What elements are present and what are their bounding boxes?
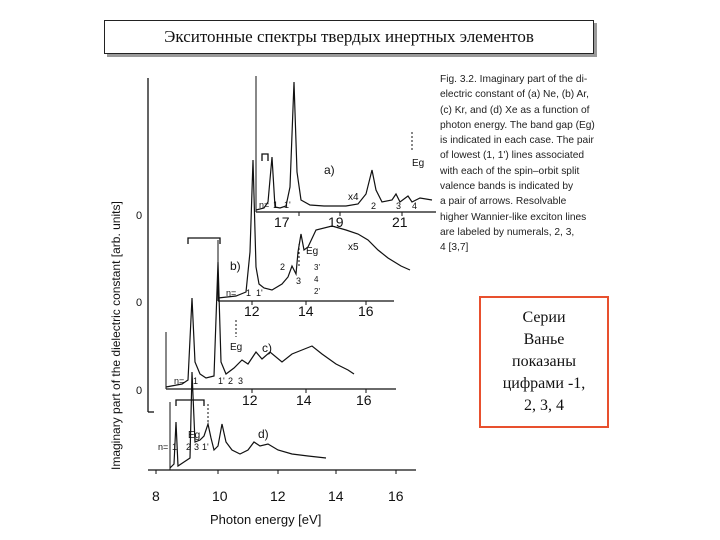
zero-label-c: 0 — [136, 385, 143, 397]
panel-b-gap-label: Eg — [306, 246, 319, 257]
caption-line: (c) Kr, and (d) Xe as a function of — [440, 104, 590, 116]
caption-line: valence bands is indicated by — [440, 181, 574, 193]
caption-line: 4 [3,7] — [440, 242, 469, 254]
panel-b — [218, 160, 410, 319]
panel-b-tick-1: 12 — [244, 303, 260, 319]
caption-line: higher Wannier-like exciton lines — [440, 211, 587, 223]
panel-d-tick-4: 14 — [328, 488, 344, 504]
panel-d-gap-label: Eg — [188, 430, 201, 441]
panel-a-scale-label: x4 — [348, 192, 359, 203]
panel-a-tick-2: 19 — [328, 214, 344, 230]
x-axis-label: Photon energy [eV] — [210, 512, 322, 527]
wannier-series-note — [479, 296, 609, 428]
panel-b-peak-1: 1 — [246, 288, 252, 298]
caption-line: electric constant of (a) Ne, (b) Ar, — [440, 89, 589, 101]
caption-line: Fig. 3.2. Imaginary part of the di- — [440, 74, 588, 85]
note-line: цифрами -1, — [502, 375, 586, 392]
panel-c-label: c) — [262, 341, 272, 355]
panel-b-label: b) — [230, 259, 241, 273]
caption-line: a pair of arrows. Resolvable — [440, 196, 567, 208]
panel-d-peak-n: n= — [158, 442, 169, 452]
panel-b-tick-2: 14 — [298, 303, 314, 319]
panel-c-tick-2: 14 — [296, 392, 312, 408]
caption-line: with each of the spin–orbit split — [440, 165, 580, 177]
exciton-spectra-figure — [96, 62, 436, 532]
y-axis-label: Imaginary part of the dielectric constant [arb. units] — [109, 201, 123, 470]
panel-b-tick-3: 16 — [358, 303, 374, 319]
panel-a-gap-label: Eg — [412, 158, 425, 169]
note-line: 2, 3, 4 — [524, 397, 564, 414]
panel-c-peak-1p: 1' — [218, 376, 225, 386]
zero-label-b: 0 — [136, 297, 143, 309]
panel-a-peak-2: 2 — [371, 201, 377, 211]
panel-b-peak-3: 3 — [296, 276, 302, 286]
panel-b-peak-3p: 3' — [314, 263, 320, 272]
note-line: показаны — [512, 353, 576, 370]
panel-d-peak-2: 2 — [186, 442, 192, 452]
panel-d-peak-3: 3 — [194, 442, 200, 452]
note-line: Серии — [522, 309, 566, 326]
panel-a-peak-1: 1 — [273, 200, 279, 210]
zero-label-a: 0 — [136, 210, 143, 222]
panel-a-peak-3: 3 — [396, 201, 402, 211]
panel-c-tick-1: 12 — [242, 392, 258, 408]
panel-a-peak-n: n= — [259, 200, 270, 210]
panel-b-peak-n: n= — [226, 288, 237, 298]
panel-a-label: a) — [324, 163, 335, 177]
panel-c-tick-3: 16 — [356, 392, 372, 408]
panel-b-peak-2p: 2' — [314, 287, 320, 296]
panel-b-peak-4: 4 — [314, 275, 319, 284]
figure-caption — [440, 72, 626, 256]
panel-b-scale-label: x5 — [348, 242, 359, 253]
panel-c-peak-3: 3 — [238, 376, 244, 386]
note-line: Ванье — [523, 331, 565, 348]
panel-c-peak-2: 2 — [228, 376, 234, 386]
panel-d-label: d) — [258, 427, 269, 441]
panel-a-peak-4: 4 — [412, 201, 418, 211]
caption-line: of lowest (1, 1') lines associated — [440, 150, 585, 162]
panel-d-peak-1p: 1' — [202, 442, 209, 452]
panel-c-peak-1: 1 — [193, 376, 199, 386]
panel-d-tick-5: 16 — [388, 488, 404, 504]
panel-a — [256, 76, 436, 230]
panel-a-tick-3: 21 — [392, 214, 408, 230]
panel-d — [148, 372, 416, 504]
panel-d-tick-2: 10 — [212, 488, 228, 504]
panel-c-peak-n: n= — [174, 376, 185, 386]
panel-a-peak-1p: 1' — [284, 200, 291, 210]
panel-d-tick-3: 12 — [270, 488, 286, 504]
panel-d-peak-1: 1 — [172, 442, 178, 452]
caption-line: are labeled by numerals, 2, 3, — [440, 226, 575, 238]
panel-d-tick-1: 8 — [152, 488, 160, 504]
panel-b-peak-1p: 1' — [256, 288, 263, 298]
panel-c-gap-label: Eg — [230, 342, 243, 353]
panel-a-tick-1: 17 — [274, 214, 290, 230]
caption-line: photon energy. The band gap (Eg) — [440, 119, 595, 131]
slide-title: Экситонные спектры твердых инертных элементов — [104, 20, 594, 54]
caption-line: is indicated in each case. The pair — [440, 135, 594, 147]
panel-b-peak-2: 2 — [280, 262, 286, 272]
